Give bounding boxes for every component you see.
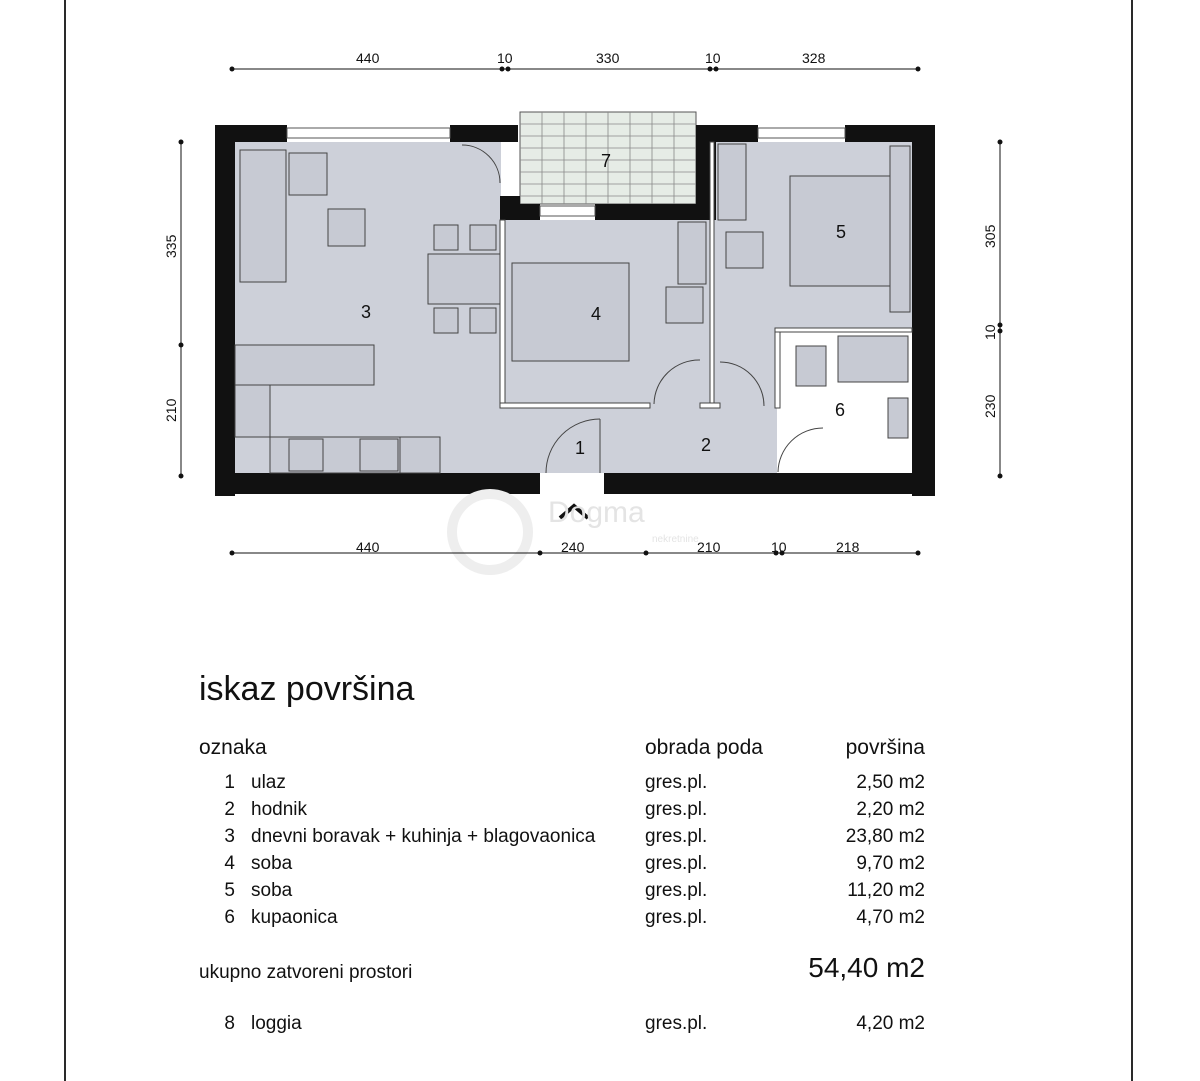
row-number: 6 xyxy=(224,907,235,928)
dimension-tick xyxy=(644,551,649,556)
room-number-7: 7 xyxy=(601,151,612,171)
dimension-tick xyxy=(538,551,543,556)
dimension-tick xyxy=(230,551,235,556)
table-row xyxy=(199,772,929,796)
table-row xyxy=(199,799,929,823)
row-floor: gres.pl. xyxy=(645,826,708,847)
dim-right-2: 10 xyxy=(982,324,998,340)
table-header xyxy=(199,736,929,760)
room-number-4: 4 xyxy=(591,304,602,324)
svg-text:Dogma: Dogma xyxy=(548,496,645,529)
table-row xyxy=(199,853,929,877)
table-row xyxy=(199,907,929,931)
dim-right-1: 305 xyxy=(982,224,998,248)
row-number: 8 xyxy=(224,1013,235,1034)
row-number: 5 xyxy=(224,880,235,901)
room-5-lower-fill xyxy=(714,328,778,406)
row-area: 2,20 m2 xyxy=(856,799,925,820)
dimension-tick xyxy=(998,140,1003,145)
dimension-tick xyxy=(916,551,921,556)
dim-bottom-3: 210 xyxy=(697,539,721,555)
dim-left-1: 335 xyxy=(163,234,179,258)
dimension-tick xyxy=(916,67,921,72)
watermark xyxy=(452,494,699,570)
dim-top-1: 440 xyxy=(356,50,380,66)
dim-right-3: 230 xyxy=(982,394,998,418)
dim-bottom-2: 240 xyxy=(561,539,585,555)
row-area: 9,70 m2 xyxy=(856,853,925,874)
dimension-tick xyxy=(998,474,1003,479)
row-area: 11,20 m2 xyxy=(847,880,925,901)
dimension-tick xyxy=(506,67,511,72)
dim-top-5: 328 xyxy=(802,50,826,66)
header-floor: obrada poda xyxy=(645,736,763,759)
row-area: 4,70 m2 xyxy=(856,907,925,928)
row-name: hodnik xyxy=(251,799,307,820)
dim-top-3: 330 xyxy=(596,50,620,66)
room-number-3: 3 xyxy=(361,302,372,322)
room-number-2: 2 xyxy=(701,435,712,455)
row-floor: gres.pl. xyxy=(645,853,708,874)
row-name: soba xyxy=(251,880,293,901)
row-name: dnevni boravak + kuhinja + blagovaonica xyxy=(251,826,596,847)
dimension-tick xyxy=(714,67,719,72)
row-name: loggia xyxy=(251,1013,302,1034)
dimension-tick xyxy=(179,343,184,348)
dimension-tick xyxy=(500,67,505,72)
header-area: površina xyxy=(845,736,925,759)
row-area: 4,20 m2 xyxy=(856,1013,925,1034)
header-label: oznaka xyxy=(199,736,267,759)
row-name: ulaz xyxy=(251,772,286,793)
dim-bottom-1: 440 xyxy=(356,539,380,555)
row-area: 2,50 m2 xyxy=(856,772,925,793)
dim-top-2: 10 xyxy=(497,50,513,66)
area-table-title: iskaz površina xyxy=(199,670,415,708)
row-name: soba xyxy=(251,853,293,874)
table-row xyxy=(199,826,929,850)
dimension-tick xyxy=(708,67,713,72)
room-number-5: 5 xyxy=(836,222,847,242)
row-floor: gres.pl. xyxy=(645,880,708,901)
room-number-1: 1 xyxy=(575,438,586,458)
table-row xyxy=(199,880,929,904)
dim-left-2: 210 xyxy=(163,398,179,422)
svg-text:nekretnine: nekretnine xyxy=(652,534,699,545)
row-floor: gres.pl. xyxy=(645,907,708,928)
dimension-tick xyxy=(179,474,184,479)
row-number: 4 xyxy=(224,853,235,874)
row-number: 2 xyxy=(224,799,235,820)
hall-fill xyxy=(501,406,777,473)
dimension-tick xyxy=(998,323,1003,328)
loggia-row xyxy=(199,1013,929,1037)
row-floor: gres.pl. xyxy=(645,772,708,793)
row-number: 3 xyxy=(224,826,235,847)
total-row xyxy=(199,952,929,992)
dim-bottom-5: 218 xyxy=(836,539,860,555)
row-floor: gres.pl. xyxy=(645,799,708,820)
row-area: 23,80 m2 xyxy=(845,826,925,847)
row-number: 1 xyxy=(224,772,235,793)
total-label: ukupno zatvoreni prostori xyxy=(199,962,413,983)
dimension-tick xyxy=(998,329,1003,334)
row-name: kupaonica xyxy=(251,907,338,928)
dim-top-4: 10 xyxy=(705,50,721,66)
dimension-tick xyxy=(230,67,235,72)
total-value: 54,40 m2 xyxy=(808,952,925,983)
room-number-6: 6 xyxy=(835,400,846,420)
dim-bottom-4: 10 xyxy=(771,539,787,555)
dimension-tick xyxy=(179,140,184,145)
row-floor: gres.pl. xyxy=(645,1013,708,1034)
